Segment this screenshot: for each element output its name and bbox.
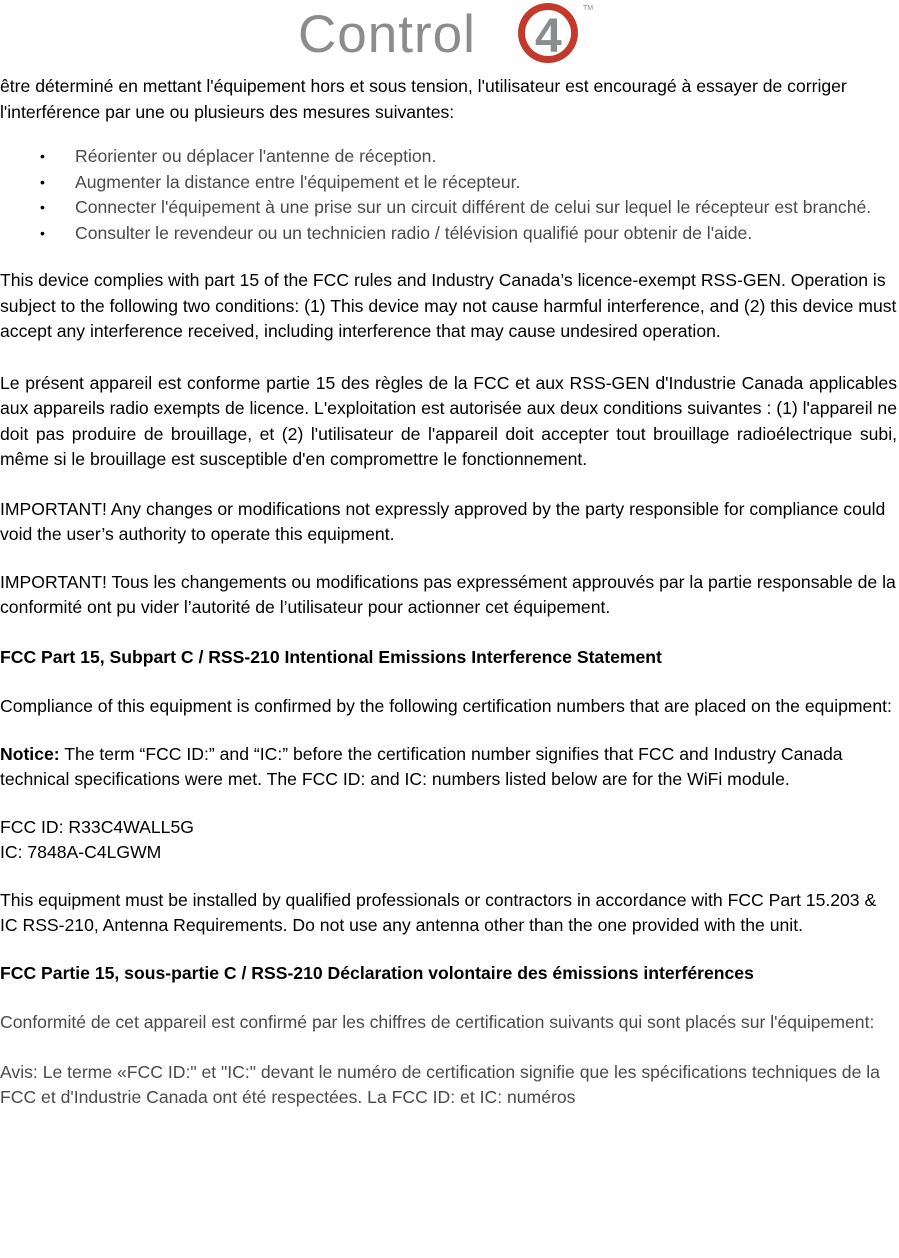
compliance-en: Compliance of this equipment is confirmed by the following certification numbers that are placed on the equipment: — [0, 696, 892, 716]
compliance-fr: Conformité de cet appareil est confirmé par les chiffres de certification suivants qui sont placés sur l'équipement: — [0, 1012, 875, 1032]
list-item: • Augmenter la distance entre l'équipement et le récepteur. — [0, 170, 897, 196]
fcc-statement-en: This device complies with part 15 of the FCC rules and Industry Canada’s licence-exempt RSS-GEN. Operation is subject to the following two conditions: (1) This device may not cause harmful interference, and (2) this device must accept any interference received, including interference that may cause undesired operation. — [0, 270, 897, 341]
bullet-icon: • — [40, 173, 45, 190]
fcc-id: FCC ID: R33C4WALL5G — [0, 816, 194, 837]
ic-id: IC: 7848A-C4LGWM — [0, 842, 162, 862]
bullet-icon: • — [40, 224, 45, 241]
logo-four-glyph: 4 — [535, 10, 562, 63]
list-item: • Réorienter ou déplacer l'antenne de réception. — [0, 144, 897, 170]
measures-list — [0, 144, 897, 246]
control4-logo — [298, 0, 603, 68]
logo-four-mark — [518, 3, 578, 63]
bullet-icon: • — [40, 199, 45, 215]
notice-paragraph — [0, 742, 897, 793]
list-item: • Connecter l'équipement à une prise sur un circuit différent de celui sur lequel le récepteur est branché. — [0, 195, 897, 221]
notice-text: The term “FCC ID:” and “IC:” before the certification number signifies that FCC and Industry Canada technical specifications were met. The FCC ID: and IC: numbers listed below are for the WiFi module. — [0, 743, 843, 789]
avis-fr: Avis: Le terme «FCC ID:" et "IC:" devant le numéro de certification signifie que les spécifications techniques de la FCC et d'Industrie Canada ont été respectées. La FCC ID: et IC: numéros — [0, 1061, 880, 1107]
section-heading-en: FCC Part 15, Subpart C / RSS-210 Intentional Emissions Interference Statement — [0, 646, 662, 667]
logo-trademark: TM — [583, 5, 594, 12]
document-body — [0, 74, 897, 1111]
list-item: • Consulter le revendeur ou un technicien radio / télévision qualifié pour obtenir de l'aide. — [0, 221, 897, 247]
bullet-icon: • — [40, 148, 45, 164]
installation-en: This equipment must be installed by qualified professionals or contractors in accordance with FCC Part 15.203 & IC RSS-210, Antenna Requirements. Do not use any antenna other than the one provided with the unit. — [0, 889, 877, 935]
intro-paragraph: être déterminé en mettant l'équipement hors et sous tension, l'utilisateur est encouragé à essayer de corriger l'interférence par une ou plusieurs des mesures suivantes: — [0, 76, 847, 122]
important-en: IMPORTANT! Any changes or modifications not expressly approved by the party responsible for compliance could void the user’s authority to operate this equipment. — [0, 498, 886, 544]
logo-wordmark: Control — [298, 5, 476, 64]
section-heading-fr: FCC Partie 15, sous-partie C / RSS-210 Déclaration volontaire des émissions interférences — [0, 962, 754, 983]
important-fr: IMPORTANT! Tous les changements ou modifications pas expressément approuvés par la partie responsable de la conformité ont pu vider l’autorité de l’utilisateur pour actionner cet équipement. — [0, 571, 896, 617]
notice-label: Notice: — [0, 743, 60, 764]
fcc-statement-fr: Le présent appareil est conforme partie 15 des règles de la FCC et aux RSS-GEN d'Industrie Canada applicables aux appareils radio exempts de licence. L'exploitation est autorisée aux deux conditions suivantes : (1) l'appareil ne doit pas produire de brouillage, et (2) l'utilisateur de l'appareil doit accepter tout brouillage radioélectrique subi, même si le brouillage est susceptible d'en compromettre le fonctionnement. — [0, 372, 897, 469]
